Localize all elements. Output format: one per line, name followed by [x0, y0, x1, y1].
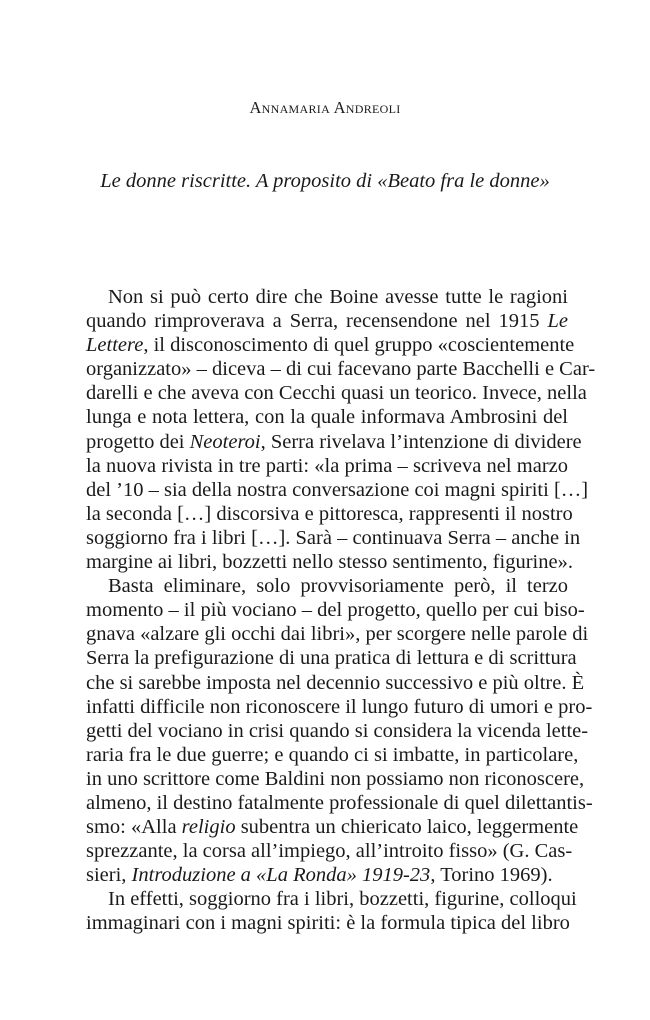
text-line: sieri, Introduzione a «La Ronda» 1919-23, Torino 1969).: [86, 864, 553, 887]
text-line: Non si può certo dire che Boine avesse tutte le ragioni: [108, 286, 568, 308]
text-line: lunga e nota lettera, con la quale informava Ambrosini del: [86, 406, 568, 429]
text-line: almeno, il destino fatalmente professionale di quel dilettantis-: [86, 791, 593, 814]
text-line: progetto dei Neoteroi, Serra rivelava l’intenzione di dividere: [86, 430, 582, 453]
text-line: sprezzante, la corsa all’impiego, all’introito fisso» (G. Cas-: [86, 840, 573, 863]
text-line: in uno scrittore come Baldini non possiamo non riconoscere,: [86, 767, 585, 790]
text-line: smo: «Alla religio subentra un chiericato laico, leggermente: [86, 816, 579, 839]
text-line: Serra la prefigurazione di una pratica di lettura e di scrittura: [86, 647, 577, 670]
text-line: che si sarebbe imposta nel decennio successivo e più oltre. È: [86, 671, 585, 694]
text-line: momento – il più vociano – del progetto, quello per cui biso-: [86, 599, 585, 622]
text-line: la nuova rivista in tre parti: «la prima – scriveva nel marzo: [86, 454, 568, 477]
text-line: immaginari con i magni spiriti: è la formula tipica del libro: [86, 912, 570, 935]
text-line: margine ai libri, bozzetti nello stesso sentimento, figurine».: [86, 551, 573, 574]
text-line: quando rimproverava a Serra, recensendone nel 1915 Le: [86, 310, 568, 333]
text-line: Basta eliminare, solo provvisoriamente però, il terzo: [108, 575, 568, 598]
chapter-title: Le donne riscritte. A proposito di «Beato fra le donne»: [100, 170, 550, 192]
text-line: Lettere, il disconoscimento di quel gruppo «coscientemente: [86, 334, 575, 357]
text-line: darelli e che aveva con Cecchi quasi un teorico. Invece, nella: [86, 382, 587, 405]
text-line: gnava «alzare gli occhi dai libri», per scorgere nelle parole di: [86, 623, 589, 646]
text-line: In effetti, soggiorno fra i libri, bozzetti, figurine, colloqui: [108, 888, 577, 911]
author-name: Annamaria Andreoli: [249, 98, 401, 117]
text-line: del ’10 – sia della nostra conversazione coi magni spiriti […]: [86, 478, 589, 501]
body-text: [86, 285, 596, 936]
text-line: soggiorno fra i libri […]. Sarà – continuava Serra – anche in: [86, 526, 581, 549]
text-line: organizzato» – diceva – di cui facevano parte Bacchelli e Car-: [86, 358, 596, 381]
text-line: la seconda […] discorsiva e pittoresca, rappresenti il nostro: [86, 502, 573, 525]
text-line: getti del vociano in crisi quando si considera la vicenda lette-: [86, 719, 589, 742]
text-line: infatti difficile non riconoscere il lungo futuro di umori e pro-: [86, 695, 593, 718]
text-line: raria fra le due guerre; e quando ci si imbatte, in particolare,: [86, 743, 579, 766]
